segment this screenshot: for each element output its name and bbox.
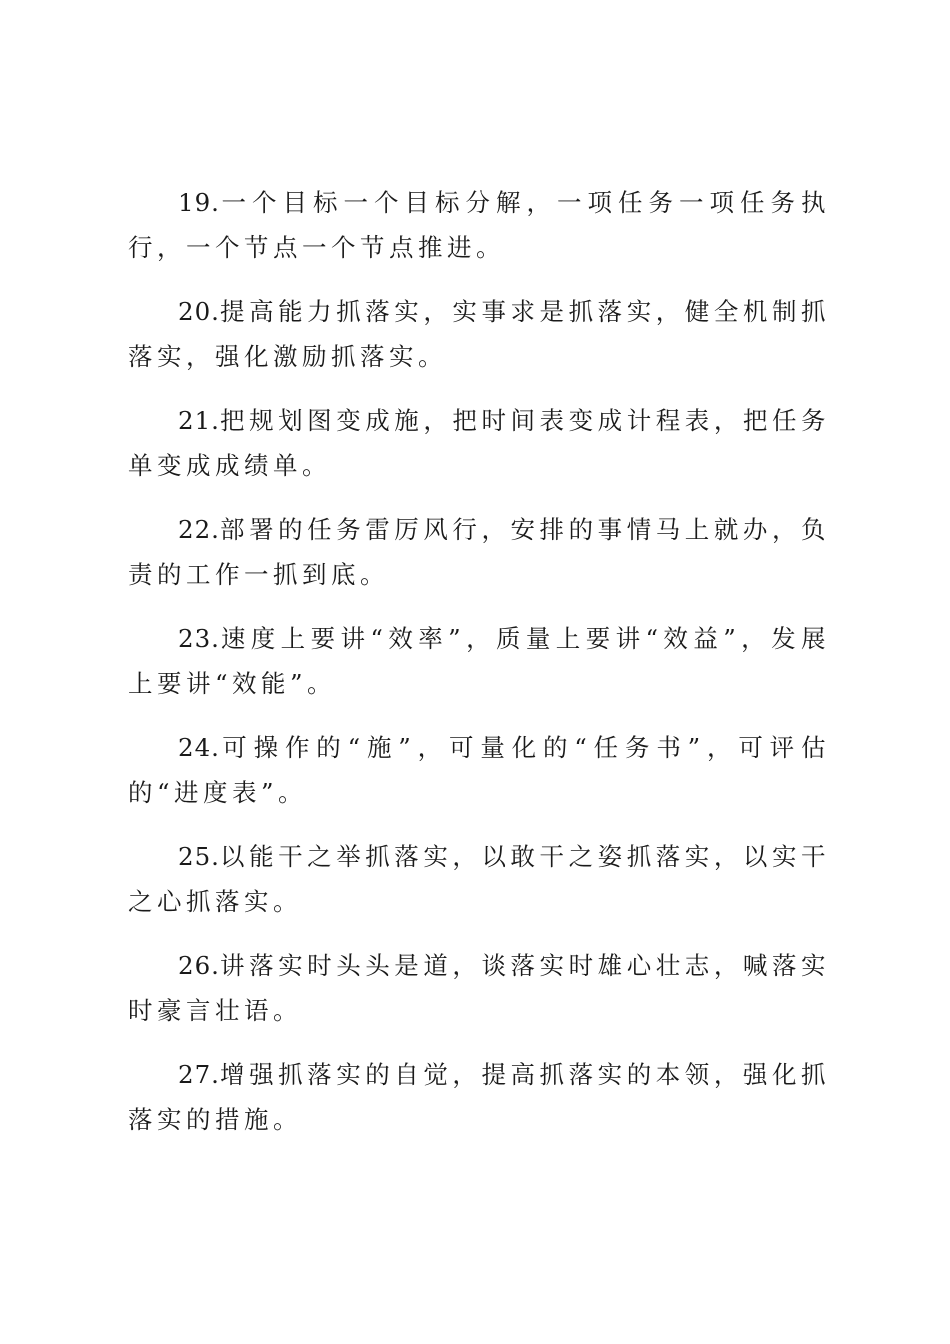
item-number: 22.	[178, 515, 220, 544]
item-text: 部署的任务雷厉风行，安排的事情马上就办，负责的工作一抓到底。	[128, 515, 830, 589]
item-text: 速度上要讲“效率”，质量上要讲“效益”，发展上要讲“效能”。	[128, 624, 830, 698]
item-text: 提高能力抓落实，实事求是抓落实，健全机制抓落实，强化激励抓落实。	[128, 297, 830, 371]
item-text: 可操作的“施”，可量化的“任务书”，可评估的“进度表”。	[128, 733, 830, 807]
list-item-26	[128, 943, 830, 1033]
list-item-20	[128, 289, 830, 379]
item-text: 把规划图变成施，把时间表变成计程表，把任务单变成成绩单。	[128, 406, 830, 480]
list-item-22	[128, 507, 830, 597]
list-item-25	[128, 834, 830, 924]
item-number: 25.	[178, 842, 220, 871]
item-number: 21.	[178, 406, 220, 435]
item-text: 以能干之举抓落实，以敢干之姿抓落实，以实干之心抓落实。	[128, 842, 830, 916]
item-text: 讲落实时头头是道，谈落实时雄心壮志，喊落实时豪言壮语。	[128, 951, 830, 1025]
list-item-27	[128, 1052, 830, 1142]
item-number: 26.	[178, 951, 220, 980]
item-number: 19.	[178, 188, 220, 217]
list-item-24	[128, 725, 830, 815]
item-text: 一个目标一个目标分解，一项任务一项任务执行，一个节点一个节点推进。	[128, 188, 830, 262]
item-number: 23.	[178, 624, 220, 653]
list-item-19	[128, 180, 830, 270]
item-number: 24.	[178, 733, 220, 762]
list-item-21	[128, 398, 830, 488]
document-body	[128, 180, 830, 1161]
item-number: 20.	[178, 297, 220, 326]
list-item-23	[128, 616, 830, 706]
item-number: 27.	[178, 1060, 220, 1089]
item-text: 增强抓落实的自觉，提高抓落实的本领，强化抓落实的措施。	[128, 1060, 830, 1134]
